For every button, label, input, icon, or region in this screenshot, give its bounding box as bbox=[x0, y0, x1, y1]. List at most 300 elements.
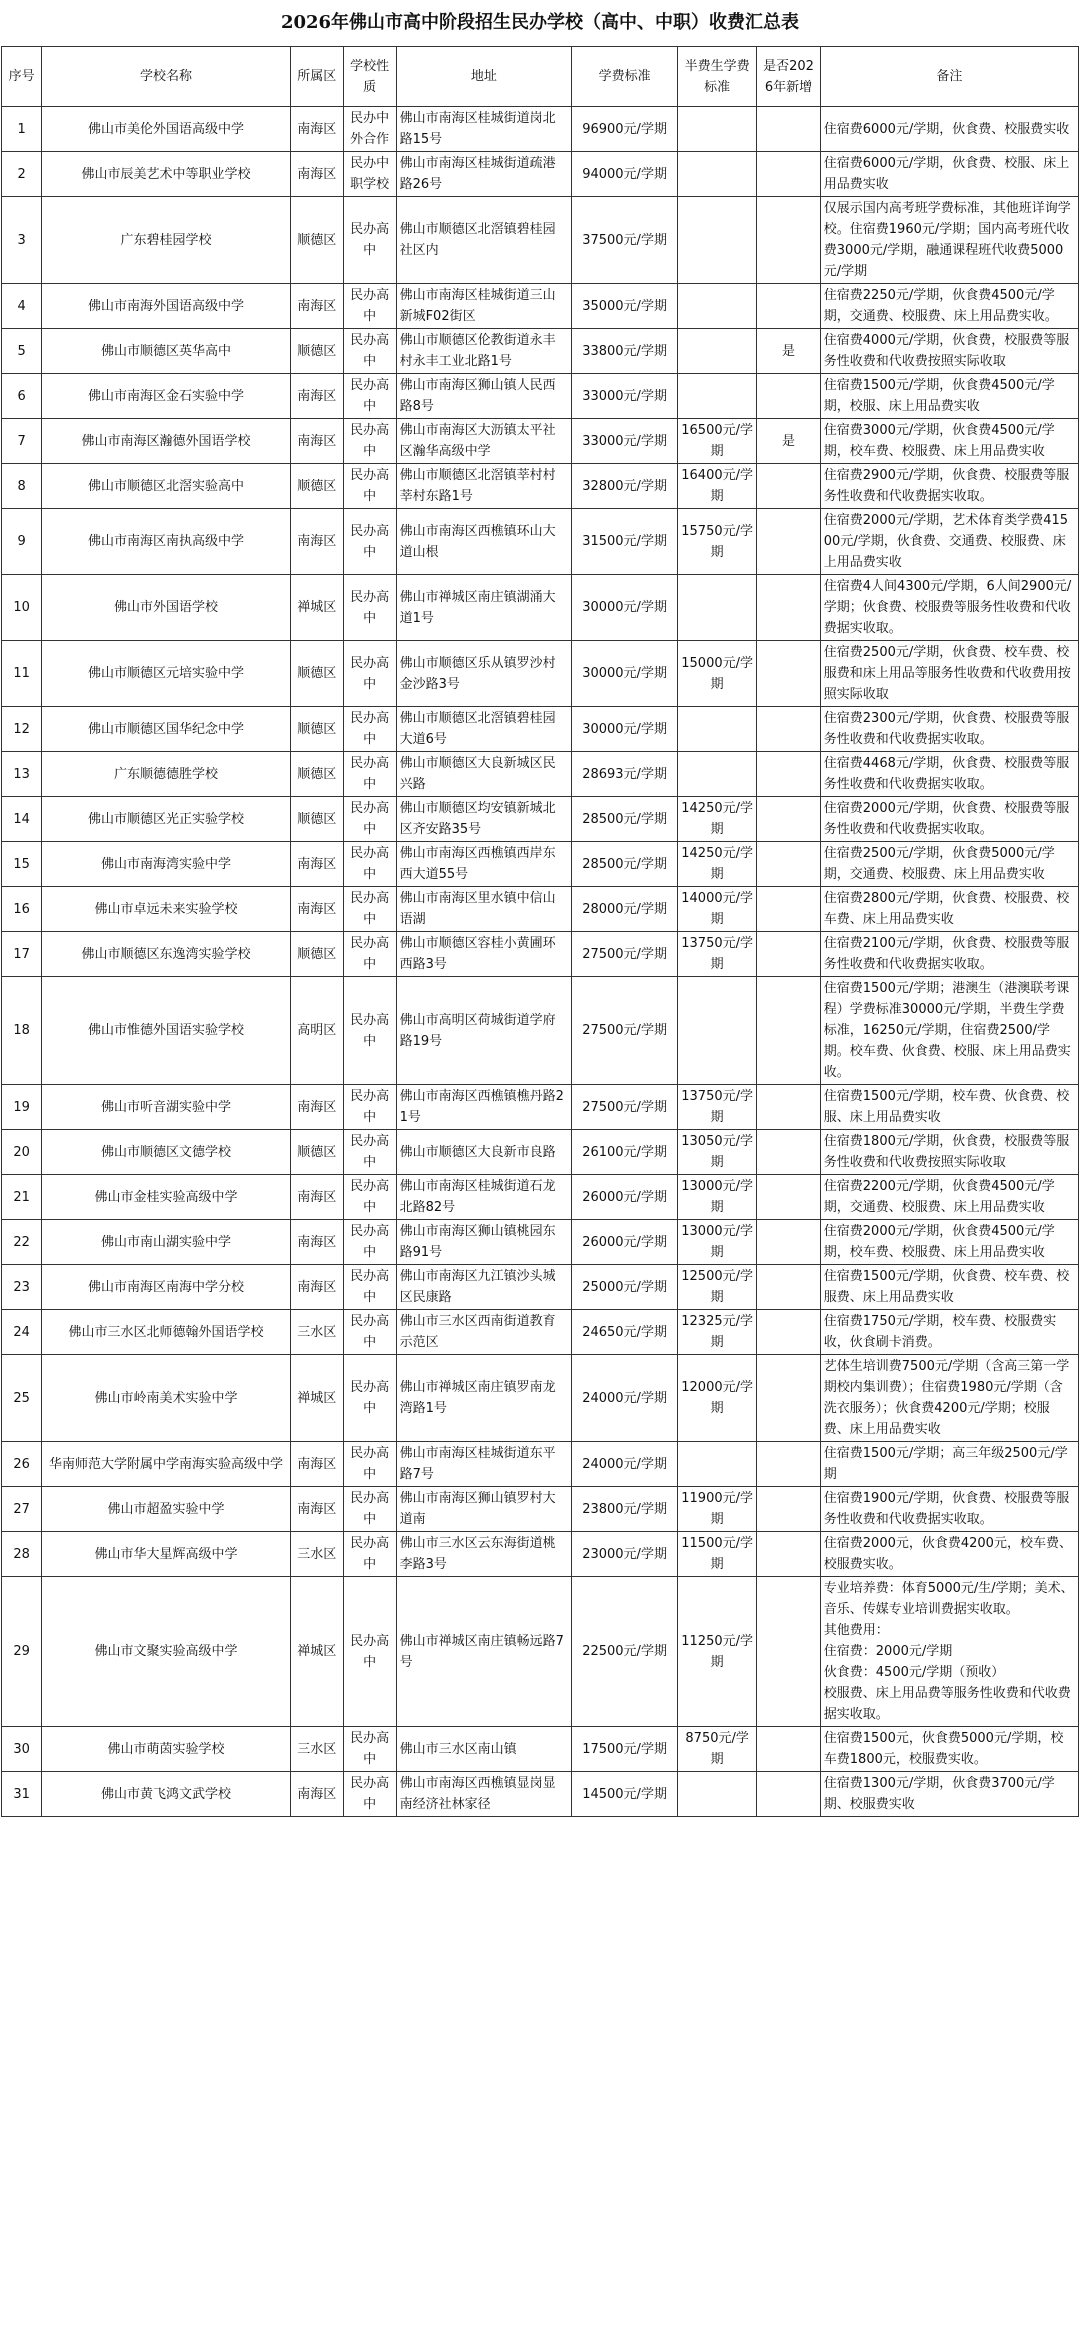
header-tuition: 学费标准 bbox=[572, 47, 678, 107]
table-row bbox=[2, 1577, 1079, 1727]
cell-school-name: 佛山市南海外国语高级中学 bbox=[42, 284, 291, 329]
cell-notes: 住宿费2000元/学期，伙食费、校服费等服务性收费和代收费据实收取。 bbox=[820, 797, 1078, 842]
cell-notes: 住宿费2000元，伙食费4200元，校车费、校服费实收。 bbox=[820, 1532, 1078, 1577]
cell-district: 顺德区 bbox=[290, 797, 343, 842]
cell-school-name: 佛山市顺德区国华纪念中学 bbox=[42, 707, 291, 752]
cell-no: 10 bbox=[2, 575, 42, 641]
cell-notes: 住宿费6000元/学期，伙食费、校服费实收 bbox=[820, 107, 1078, 152]
cell-school-name: 佛山市听音湖实验中学 bbox=[42, 1085, 291, 1130]
cell-school-name: 华南师范大学附属中学南海实验高级中学 bbox=[42, 1442, 291, 1487]
cell-school-type: 民办中职学校 bbox=[343, 152, 396, 197]
cell-half-tuition: 13000元/学期 bbox=[677, 1220, 756, 1265]
cell-tuition: 96900元/学期 bbox=[572, 107, 678, 152]
cell-district: 顺德区 bbox=[290, 752, 343, 797]
cell-school-name: 佛山市南海区南执高级中学 bbox=[42, 509, 291, 575]
cell-tuition: 28500元/学期 bbox=[572, 842, 678, 887]
cell-school-name: 佛山市顺德区文德学校 bbox=[42, 1130, 291, 1175]
cell-no: 5 bbox=[2, 329, 42, 374]
cell-new-2026 bbox=[757, 752, 820, 797]
cell-no: 8 bbox=[2, 464, 42, 509]
cell-no: 25 bbox=[2, 1355, 42, 1442]
cell-district: 顺德区 bbox=[290, 197, 343, 284]
cell-tuition: 35000元/学期 bbox=[572, 284, 678, 329]
cell-school-type: 民办高中 bbox=[343, 752, 396, 797]
cell-notes: 住宿费1900元/学期，伙食费、校服费等服务性收费和代收费据实收取。 bbox=[820, 1487, 1078, 1532]
table-row bbox=[2, 1265, 1079, 1310]
cell-notes: 住宿费6000元/学期，伙食费、校服、床上用品费实收 bbox=[820, 152, 1078, 197]
cell-tuition: 28693元/学期 bbox=[572, 752, 678, 797]
cell-district: 三水区 bbox=[290, 1532, 343, 1577]
cell-school-type: 民办高中 bbox=[343, 374, 396, 419]
table-header-row bbox=[2, 47, 1079, 107]
cell-district: 顺德区 bbox=[290, 464, 343, 509]
cell-notes: 住宿费1500元，伙食费5000元/学期，校车费1800元，校服费实收。 bbox=[820, 1727, 1078, 1772]
cell-notes: 住宿费4468元/学期，伙食费、校服费等服务性收费和代收费据实收取。 bbox=[820, 752, 1078, 797]
cell-district: 高明区 bbox=[290, 977, 343, 1085]
cell-school-name: 佛山市南海湾实验中学 bbox=[42, 842, 291, 887]
fee-table bbox=[1, 46, 1079, 1817]
cell-notes: 住宿费1500元/学期；高三年级2500元/学期 bbox=[820, 1442, 1078, 1487]
cell-new-2026 bbox=[757, 1487, 820, 1532]
cell-half-tuition: 15000元/学期 bbox=[677, 641, 756, 707]
cell-address: 佛山市南海区西樵镇显岗显南经济社林家径 bbox=[396, 1772, 572, 1817]
cell-notes: 住宿费1800元/学期，伙食费，校服费等服务性收费和代收费按照实际收取 bbox=[820, 1130, 1078, 1175]
table-row bbox=[2, 1310, 1079, 1355]
table-row bbox=[2, 329, 1079, 374]
cell-notes: 专业培养费：体育5000元/生/学期；美术、音乐、传媒专业培训费据实收取。 其他费用： 住宿费：2000元/学期 伙食费：4500元/学期（预收） 校服费、床上用品费等服务性收费和代收费据实收取。 bbox=[820, 1577, 1078, 1727]
cell-no: 2 bbox=[2, 152, 42, 197]
cell-tuition: 33000元/学期 bbox=[572, 419, 678, 464]
cell-school-type: 民办高中 bbox=[343, 1442, 396, 1487]
cell-address: 佛山市顺德区均安镇新城北区齐安路35号 bbox=[396, 797, 572, 842]
cell-district: 南海区 bbox=[290, 107, 343, 152]
table-row bbox=[2, 374, 1079, 419]
cell-address: 佛山市高明区荷城街道学府路19号 bbox=[396, 977, 572, 1085]
cell-tuition: 23000元/学期 bbox=[572, 1532, 678, 1577]
cell-school-name: 佛山市南山湖实验中学 bbox=[42, 1220, 291, 1265]
cell-school-type: 民办高中 bbox=[343, 1265, 396, 1310]
cell-no: 23 bbox=[2, 1265, 42, 1310]
cell-tuition: 26100元/学期 bbox=[572, 1130, 678, 1175]
table-row bbox=[2, 1220, 1079, 1265]
table-row bbox=[2, 197, 1079, 284]
cell-tuition: 25000元/学期 bbox=[572, 1265, 678, 1310]
cell-school-name: 佛山市外国语学校 bbox=[42, 575, 291, 641]
cell-school-type: 民办高中 bbox=[343, 1532, 396, 1577]
table-row bbox=[2, 1442, 1079, 1487]
cell-no: 11 bbox=[2, 641, 42, 707]
table-row bbox=[2, 707, 1079, 752]
cell-school-type: 民办高中 bbox=[343, 284, 396, 329]
cell-notes: 住宿费1500元/学期，校车费、伙食费、校服、床上用品费实收 bbox=[820, 1085, 1078, 1130]
header-half-tuition: 半费生学费标准 bbox=[677, 47, 756, 107]
cell-school-type: 民办高中 bbox=[343, 1727, 396, 1772]
cell-no: 31 bbox=[2, 1772, 42, 1817]
cell-district: 南海区 bbox=[290, 1442, 343, 1487]
cell-address: 佛山市南海区桂城街道三山新城F02街区 bbox=[396, 284, 572, 329]
cell-tuition: 33000元/学期 bbox=[572, 374, 678, 419]
cell-district: 禅城区 bbox=[290, 1577, 343, 1727]
cell-school-type: 民办高中 bbox=[343, 1130, 396, 1175]
cell-district: 南海区 bbox=[290, 374, 343, 419]
cell-school-type: 民办高中 bbox=[343, 932, 396, 977]
cell-address: 佛山市南海区桂城街道岗北路15号 bbox=[396, 107, 572, 152]
cell-new-2026 bbox=[757, 1532, 820, 1577]
cell-school-type: 民办高中 bbox=[343, 1577, 396, 1727]
cell-school-type: 民办高中 bbox=[343, 1772, 396, 1817]
cell-district: 顺德区 bbox=[290, 932, 343, 977]
cell-half-tuition bbox=[677, 329, 756, 374]
cell-no: 9 bbox=[2, 509, 42, 575]
table-row bbox=[2, 1727, 1079, 1772]
cell-no: 15 bbox=[2, 842, 42, 887]
cell-half-tuition: 11250元/学期 bbox=[677, 1577, 756, 1727]
cell-notes: 仅展示国内高考班学费标准，其他班详询学校。住宿费1960元/学期；国内高考班代收费3000元/学期，融通课程班代收费5000元/学期 bbox=[820, 197, 1078, 284]
cell-new-2026 bbox=[757, 1442, 820, 1487]
cell-notes: 艺体生培训费7500元/学期（含高三第一学期校内集训费）；住宿费1980元/学期（含洗衣服务）；伙食费4200元/学期；校服费、床上用品费实收 bbox=[820, 1355, 1078, 1442]
cell-notes: 住宿费2200元/学期，伙食费4500元/学期，交通费、校服费、床上用品费实收 bbox=[820, 1175, 1078, 1220]
cell-new-2026 bbox=[757, 1220, 820, 1265]
cell-new-2026 bbox=[757, 197, 820, 284]
cell-district: 南海区 bbox=[290, 419, 343, 464]
cell-new-2026 bbox=[757, 284, 820, 329]
cell-tuition: 31500元/学期 bbox=[572, 509, 678, 575]
table-row bbox=[2, 752, 1079, 797]
cell-tuition: 28500元/学期 bbox=[572, 797, 678, 842]
cell-new-2026: 是 bbox=[757, 329, 820, 374]
table-row bbox=[2, 1532, 1079, 1577]
cell-no: 6 bbox=[2, 374, 42, 419]
cell-address: 佛山市顺德区容桂小黄圃环西路3号 bbox=[396, 932, 572, 977]
cell-school-type: 民办高中 bbox=[343, 329, 396, 374]
cell-district: 南海区 bbox=[290, 1265, 343, 1310]
table-row bbox=[2, 842, 1079, 887]
cell-half-tuition bbox=[677, 107, 756, 152]
cell-tuition: 32800元/学期 bbox=[572, 464, 678, 509]
cell-address: 佛山市顺德区乐从镇罗沙村金沙路3号 bbox=[396, 641, 572, 707]
cell-school-name: 佛山市三水区北师德翰外国语学校 bbox=[42, 1310, 291, 1355]
table-row bbox=[2, 107, 1079, 152]
cell-tuition: 30000元/学期 bbox=[572, 641, 678, 707]
cell-tuition: 26000元/学期 bbox=[572, 1175, 678, 1220]
cell-notes: 住宿费1500元/学期；港澳生（港澳联考课程）学费标准30000元/学期，半费生学费标准，16250元/学期，住宿费2500/学期。校车费、伙食费、校服、床上用品费实收。 bbox=[820, 977, 1078, 1085]
header-school-type: 学校性质 bbox=[343, 47, 396, 107]
cell-address: 佛山市禅城区南庄镇罗南龙湾路1号 bbox=[396, 1355, 572, 1442]
cell-address: 佛山市南海区狮山镇桃园东路91号 bbox=[396, 1220, 572, 1265]
cell-half-tuition bbox=[677, 197, 756, 284]
cell-school-name: 佛山市顺德区北滘实验高中 bbox=[42, 464, 291, 509]
cell-school-name: 佛山市岭南美术实验中学 bbox=[42, 1355, 291, 1442]
cell-tuition: 24000元/学期 bbox=[572, 1442, 678, 1487]
table-row bbox=[2, 419, 1079, 464]
cell-notes: 住宿费2300元/学期，伙食费、校服费等服务性收费和代收费据实收取。 bbox=[820, 707, 1078, 752]
cell-school-type: 民办高中 bbox=[343, 1085, 396, 1130]
cell-tuition: 27500元/学期 bbox=[572, 977, 678, 1085]
cell-new-2026 bbox=[757, 1355, 820, 1442]
cell-no: 27 bbox=[2, 1487, 42, 1532]
cell-half-tuition: 13000元/学期 bbox=[677, 1175, 756, 1220]
cell-new-2026 bbox=[757, 1085, 820, 1130]
cell-no: 16 bbox=[2, 887, 42, 932]
cell-notes: 住宿费2000元/学期，艺术体育类学费41500元/学期，伙食费、交通费、校服费、床上用品费实收 bbox=[820, 509, 1078, 575]
cell-half-tuition: 8750元/学期 bbox=[677, 1727, 756, 1772]
cell-school-name: 佛山市黄飞鸿文武学校 bbox=[42, 1772, 291, 1817]
cell-school-name: 佛山市惟德外国语实验学校 bbox=[42, 977, 291, 1085]
cell-notes: 住宿费1300元/学期，伙食费3700元/学期、校服费实收 bbox=[820, 1772, 1078, 1817]
cell-address: 佛山市南海区西樵镇西岸东西大道55号 bbox=[396, 842, 572, 887]
header-district: 所属区 bbox=[290, 47, 343, 107]
cell-school-name: 佛山市辰美艺术中等职业学校 bbox=[42, 152, 291, 197]
cell-tuition: 33800元/学期 bbox=[572, 329, 678, 374]
cell-school-name: 佛山市顺德区东逸湾实验学校 bbox=[42, 932, 291, 977]
cell-school-type: 民办高中 bbox=[343, 887, 396, 932]
document-title: 2026年佛山市高中阶段招生民办学校（高中、中职）收费汇总表 bbox=[280, 12, 800, 33]
cell-no: 4 bbox=[2, 284, 42, 329]
cell-new-2026 bbox=[757, 707, 820, 752]
cell-new-2026: 是 bbox=[757, 419, 820, 464]
cell-no: 28 bbox=[2, 1532, 42, 1577]
cell-half-tuition: 15750元/学期 bbox=[677, 509, 756, 575]
cell-half-tuition: 14250元/学期 bbox=[677, 842, 756, 887]
cell-new-2026 bbox=[757, 977, 820, 1085]
cell-address: 佛山市南海区大沥镇太平社区瀚华高级中学 bbox=[396, 419, 572, 464]
cell-no: 26 bbox=[2, 1442, 42, 1487]
cell-notes: 住宿费4人间4300元/学期，6人间2900元/学期；伙食费、校服费等服务性收费和代收费据实收取。 bbox=[820, 575, 1078, 641]
cell-school-type: 民办高中 bbox=[343, 464, 396, 509]
cell-address: 佛山市南海区西樵镇樵丹路21号 bbox=[396, 1085, 572, 1130]
cell-address: 佛山市三水区西南街道教育示范区 bbox=[396, 1310, 572, 1355]
header-address: 地址 bbox=[396, 47, 572, 107]
cell-tuition: 37500元/学期 bbox=[572, 197, 678, 284]
header-notes: 备注 bbox=[820, 47, 1078, 107]
cell-new-2026 bbox=[757, 842, 820, 887]
cell-district: 顺德区 bbox=[290, 641, 343, 707]
cell-new-2026 bbox=[757, 1727, 820, 1772]
cell-new-2026 bbox=[757, 797, 820, 842]
cell-half-tuition bbox=[677, 152, 756, 197]
cell-new-2026 bbox=[757, 1265, 820, 1310]
cell-notes: 住宿费3000元/学期，伙食费4500元/学期，校车费、校服费、床上用品费实收 bbox=[820, 419, 1078, 464]
cell-district: 顺德区 bbox=[290, 1130, 343, 1175]
cell-half-tuition: 14000元/学期 bbox=[677, 887, 756, 932]
cell-address: 佛山市南海区桂城街道疏港路26号 bbox=[396, 152, 572, 197]
cell-no: 20 bbox=[2, 1130, 42, 1175]
cell-half-tuition bbox=[677, 752, 756, 797]
cell-notes: 住宿费2800元/学期，伙食费、校服费、校车费、床上用品费实收 bbox=[820, 887, 1078, 932]
table-row bbox=[2, 932, 1079, 977]
cell-school-type: 民办高中 bbox=[343, 419, 396, 464]
cell-address: 佛山市南海区桂城街道东平路7号 bbox=[396, 1442, 572, 1487]
header-no: 序号 bbox=[2, 47, 42, 107]
cell-district: 南海区 bbox=[290, 1085, 343, 1130]
header-new-2026: 是否2026年新增 bbox=[757, 47, 820, 107]
cell-no: 29 bbox=[2, 1577, 42, 1727]
cell-school-name: 佛山市顺德区元培实验中学 bbox=[42, 641, 291, 707]
cell-district: 禅城区 bbox=[290, 575, 343, 641]
cell-district: 南海区 bbox=[290, 509, 343, 575]
table-row bbox=[2, 1355, 1079, 1442]
cell-half-tuition bbox=[677, 707, 756, 752]
cell-new-2026 bbox=[757, 1130, 820, 1175]
cell-school-name: 佛山市南海区金石实验中学 bbox=[42, 374, 291, 419]
cell-half-tuition: 14250元/学期 bbox=[677, 797, 756, 842]
cell-district: 南海区 bbox=[290, 284, 343, 329]
cell-notes: 住宿费2100元/学期，伙食费、校服费等服务性收费和代收费据实收取。 bbox=[820, 932, 1078, 977]
table-row bbox=[2, 464, 1079, 509]
cell-new-2026 bbox=[757, 1175, 820, 1220]
cell-school-type: 民办高中 bbox=[343, 1175, 396, 1220]
cell-tuition: 27500元/学期 bbox=[572, 1085, 678, 1130]
cell-new-2026 bbox=[757, 641, 820, 707]
cell-no: 22 bbox=[2, 1220, 42, 1265]
cell-half-tuition: 12000元/学期 bbox=[677, 1355, 756, 1442]
cell-no: 3 bbox=[2, 197, 42, 284]
table-row bbox=[2, 284, 1079, 329]
cell-district: 禅城区 bbox=[290, 1355, 343, 1442]
cell-district: 南海区 bbox=[290, 842, 343, 887]
cell-address: 佛山市顺德区大良新市良路 bbox=[396, 1130, 572, 1175]
cell-school-type: 民办高中 bbox=[343, 1220, 396, 1265]
cell-school-type: 民办高中 bbox=[343, 977, 396, 1085]
table-row bbox=[2, 152, 1079, 197]
cell-new-2026 bbox=[757, 464, 820, 509]
table-row bbox=[2, 1487, 1079, 1532]
cell-school-type: 民办高中 bbox=[343, 842, 396, 887]
cell-address: 佛山市南海区狮山镇罗村大道南 bbox=[396, 1487, 572, 1532]
cell-district: 顺德区 bbox=[290, 329, 343, 374]
cell-tuition: 14500元/学期 bbox=[572, 1772, 678, 1817]
cell-school-type: 民办高中 bbox=[343, 707, 396, 752]
cell-no: 12 bbox=[2, 707, 42, 752]
cell-school-type: 民办高中 bbox=[343, 1487, 396, 1532]
cell-school-name: 佛山市华大星辉高级中学 bbox=[42, 1532, 291, 1577]
cell-tuition: 17500元/学期 bbox=[572, 1727, 678, 1772]
cell-tuition: 30000元/学期 bbox=[572, 707, 678, 752]
cell-no: 30 bbox=[2, 1727, 42, 1772]
table-row bbox=[2, 887, 1079, 932]
cell-tuition: 26000元/学期 bbox=[572, 1220, 678, 1265]
cell-half-tuition: 13750元/学期 bbox=[677, 1085, 756, 1130]
cell-no: 17 bbox=[2, 932, 42, 977]
cell-half-tuition: 12500元/学期 bbox=[677, 1265, 756, 1310]
cell-new-2026 bbox=[757, 152, 820, 197]
cell-school-name: 佛山市卓远未来实验学校 bbox=[42, 887, 291, 932]
cell-school-name: 佛山市超盈实验中学 bbox=[42, 1487, 291, 1532]
cell-school-name: 佛山市金桂实验高级中学 bbox=[42, 1175, 291, 1220]
cell-no: 13 bbox=[2, 752, 42, 797]
cell-half-tuition: 13050元/学期 bbox=[677, 1130, 756, 1175]
cell-district: 南海区 bbox=[290, 1220, 343, 1265]
cell-address: 佛山市顺德区大良新城区民兴路 bbox=[396, 752, 572, 797]
cell-address: 佛山市顺德区北滘镇碧桂园社区内 bbox=[396, 197, 572, 284]
cell-half-tuition: 16400元/学期 bbox=[677, 464, 756, 509]
cell-district: 顺德区 bbox=[290, 707, 343, 752]
cell-half-tuition: 11500元/学期 bbox=[677, 1532, 756, 1577]
cell-school-type: 民办高中 bbox=[343, 641, 396, 707]
cell-school-type: 民办高中 bbox=[343, 1310, 396, 1355]
cell-address: 佛山市南海区里水镇中信山语湖 bbox=[396, 887, 572, 932]
cell-address: 佛山市顺德区伦教街道永丰村永丰工业北路1号 bbox=[396, 329, 572, 374]
cell-no: 21 bbox=[2, 1175, 42, 1220]
cell-district: 南海区 bbox=[290, 1772, 343, 1817]
table-row bbox=[2, 977, 1079, 1085]
cell-school-name: 广东顺德德胜学校 bbox=[42, 752, 291, 797]
cell-new-2026 bbox=[757, 509, 820, 575]
cell-half-tuition bbox=[677, 575, 756, 641]
cell-new-2026 bbox=[757, 1772, 820, 1817]
cell-district: 南海区 bbox=[290, 887, 343, 932]
cell-notes: 住宿费1750元/学期，校车费、校服费实收，伙食刷卡消费。 bbox=[820, 1310, 1078, 1355]
cell-address: 佛山市南海区桂城街道石龙北路82号 bbox=[396, 1175, 572, 1220]
cell-school-type: 民办高中 bbox=[343, 197, 396, 284]
table-row bbox=[2, 641, 1079, 707]
cell-school-type: 民办中外合作 bbox=[343, 107, 396, 152]
cell-new-2026 bbox=[757, 932, 820, 977]
cell-no: 19 bbox=[2, 1085, 42, 1130]
cell-notes: 住宿费2900元/学期，伙食费、校服费等服务性收费和代收费据实收取。 bbox=[820, 464, 1078, 509]
table-row bbox=[2, 797, 1079, 842]
cell-school-name: 佛山市美伦外国语高级中学 bbox=[42, 107, 291, 152]
cell-tuition: 94000元/学期 bbox=[572, 152, 678, 197]
cell-notes: 住宿费2500元/学期，伙食费、校车费、校服费和床上用品等服务性收费和代收费用按照实际收取 bbox=[820, 641, 1078, 707]
cell-notes: 住宿费1500元/学期，伙食费4500元/学期，校服、床上用品费实收 bbox=[820, 374, 1078, 419]
cell-half-tuition: 16500元/学期 bbox=[677, 419, 756, 464]
cell-new-2026 bbox=[757, 575, 820, 641]
cell-half-tuition bbox=[677, 374, 756, 419]
cell-school-name: 广东碧桂园学校 bbox=[42, 197, 291, 284]
cell-new-2026 bbox=[757, 107, 820, 152]
cell-new-2026 bbox=[757, 887, 820, 932]
cell-address: 佛山市顺德区北滘镇碧桂园大道6号 bbox=[396, 707, 572, 752]
cell-tuition: 30000元/学期 bbox=[572, 575, 678, 641]
cell-no: 24 bbox=[2, 1310, 42, 1355]
header-school-name: 学校名称 bbox=[42, 47, 291, 107]
cell-notes: 住宿费4000元/学期，伙食费，校服费等服务性收费和代收费按照实际收取 bbox=[820, 329, 1078, 374]
cell-notes: 住宿费1500元/学期，伙食费、校车费、校服费、床上用品费实收 bbox=[820, 1265, 1078, 1310]
cell-notes: 住宿费2500元/学期，伙食费5000元/学期，交通费、校服费、床上用品费实收 bbox=[820, 842, 1078, 887]
cell-half-tuition bbox=[677, 977, 756, 1085]
cell-tuition: 24000元/学期 bbox=[572, 1355, 678, 1442]
cell-address: 佛山市顺德区北滘镇莘村村莘村东路1号 bbox=[396, 464, 572, 509]
cell-no: 7 bbox=[2, 419, 42, 464]
cell-district: 南海区 bbox=[290, 1487, 343, 1532]
cell-address: 佛山市禅城区南庄镇畅远路7号 bbox=[396, 1577, 572, 1727]
cell-school-name: 佛山市南海区南海中学分校 bbox=[42, 1265, 291, 1310]
cell-notes: 住宿费2000元/学期，伙食费4500元/学期，校车费、校服费、床上用品费实收 bbox=[820, 1220, 1078, 1265]
cell-tuition: 28000元/学期 bbox=[572, 887, 678, 932]
cell-school-type: 民办高中 bbox=[343, 509, 396, 575]
cell-notes: 住宿费2250元/学期，伙食费4500元/学期，交通费、校服费、床上用品费实收。 bbox=[820, 284, 1078, 329]
table-row bbox=[2, 1175, 1079, 1220]
cell-new-2026 bbox=[757, 1577, 820, 1727]
table-row bbox=[2, 1130, 1079, 1175]
table-row bbox=[2, 509, 1079, 575]
cell-address: 佛山市南海区狮山镇人民西路8号 bbox=[396, 374, 572, 419]
cell-tuition: 22500元/学期 bbox=[572, 1577, 678, 1727]
cell-half-tuition bbox=[677, 1772, 756, 1817]
cell-address: 佛山市三水区云东海街道桃李路3号 bbox=[396, 1532, 572, 1577]
cell-school-type: 民办高中 bbox=[343, 1355, 396, 1442]
cell-school-type: 民办高中 bbox=[343, 575, 396, 641]
table-row bbox=[2, 1772, 1079, 1817]
cell-half-tuition: 13750元/学期 bbox=[677, 932, 756, 977]
cell-tuition: 23800元/学期 bbox=[572, 1487, 678, 1532]
cell-school-name: 佛山市萌茵实验学校 bbox=[42, 1727, 291, 1772]
cell-address: 佛山市南海区西樵镇环山大道山根 bbox=[396, 509, 572, 575]
cell-district: 南海区 bbox=[290, 152, 343, 197]
cell-no: 18 bbox=[2, 977, 42, 1085]
cell-half-tuition: 11900元/学期 bbox=[677, 1487, 756, 1532]
